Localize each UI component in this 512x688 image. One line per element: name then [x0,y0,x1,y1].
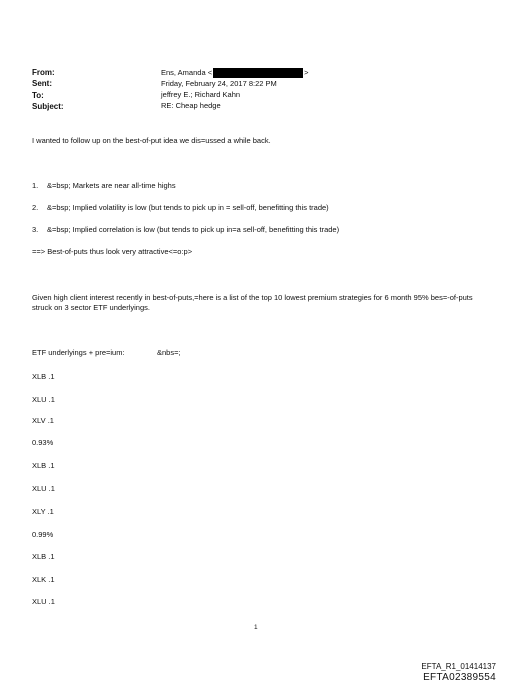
etf-line: XLY .1 [32,507,54,516]
etf-line: XLU .1 [32,597,55,606]
bates-number-primary: EFTA_R1_01414137 [421,662,496,671]
sent-label: Sent: [32,79,52,88]
list-item-text: &=bsp; Markets are near all-time highs [47,181,176,190]
intro-line: I wanted to follow up on the best-of-put idea we dis=ussed a while back. [32,136,271,145]
conclusion-line: ==> Best-of-puts thus look very attractive<=o:p> [32,247,193,256]
from-label: From: [32,68,55,77]
etf-line: XLU .1 [32,484,55,493]
etf-line: 0.93% [32,438,54,447]
redaction-bar [213,68,303,78]
etf-line: 0.99% [32,530,54,539]
to-label: To: [32,91,44,100]
etf-line: XLB .1 [32,461,55,470]
client-interest-paragraph: Given high client interest recently in best-of-puts,=here is a list of the top 10 lowest premium strategies for 6 month 95% bes=-of-puts struck on 3 sector ETF underlyings. [32,293,473,312]
etf-line: XLB .1 [32,552,55,561]
etf-table-header: ETF underlyings + pre=ium: [32,348,125,357]
list-item-number: 2. [32,203,39,212]
list-item-text: &=bsp; Implied correlation is low (but tends to pick up in=a sell-off, benefitting this trade) [47,225,340,234]
to-value: jeffrey E.; Richard Kahn [161,90,241,99]
list-item-number: 3. [32,225,39,234]
etf-line: XLU .1 [32,395,55,404]
etf-line: XLB .1 [32,372,55,381]
from-name: Ens, Amanda < [161,68,213,77]
subject-label: Subject: [32,102,64,111]
list-item-number: 1. [32,181,39,190]
sent-value: Friday, February 24, 2017 8:22 PM [161,79,277,88]
etf-table-header-col2: &nbs=; [157,348,181,357]
from-value [161,68,308,78]
subject-value: RE: Cheap hedge [161,101,221,110]
page-number: 1 [254,624,258,631]
from-suffix: > [304,68,309,77]
bates-number-secondary: EFTA02389554 [423,672,496,683]
list-item-text: &=bsp; Implied volatility is low (but tends to pick up in = sell-off, benefitting this trade) [47,203,329,212]
etf-line: XLV .1 [32,416,54,425]
etf-line: XLK .1 [32,575,55,584]
